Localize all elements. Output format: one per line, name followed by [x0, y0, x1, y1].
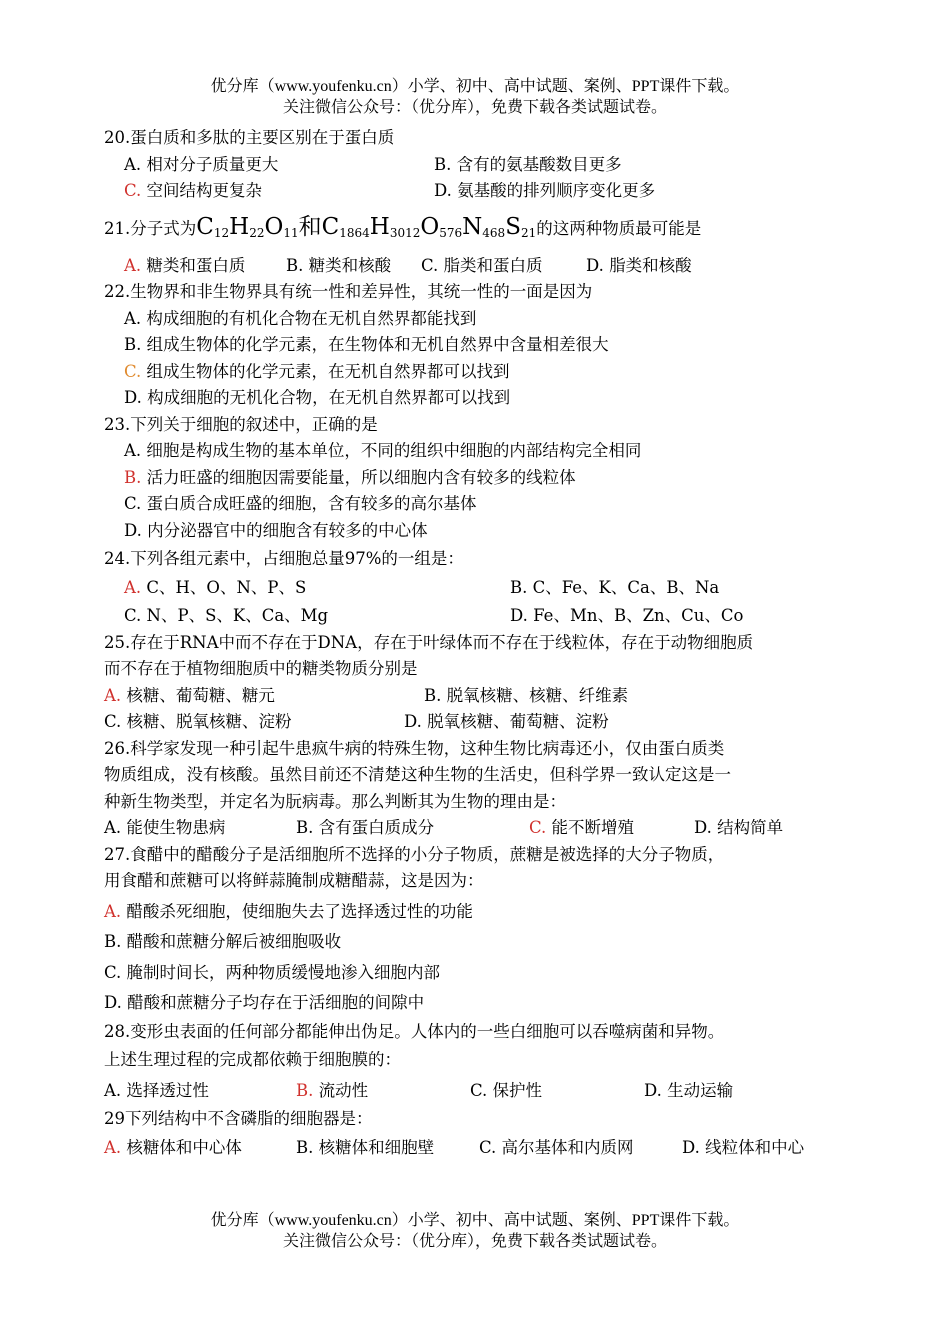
- q26-options: [104, 815, 854, 842]
- q23-stem: 23.下列关于细胞的叙述中，正确的是: [104, 414, 378, 434]
- q28-options: [104, 1078, 854, 1105]
- q28-option-b: [296, 1078, 368, 1105]
- q23-option-b-text: 活力旺盛的细胞因需要能量，所以细胞内含有较多的线粒体: [141, 467, 576, 487]
- q20-options-row2: [104, 178, 854, 205]
- q25-option-a-text: 核糖、葡萄糖、糖元: [121, 685, 275, 705]
- footer-line-1: 优分库（www.youfenku.cn）小学、初中、高中试题、案例、PPT课件下载。: [210, 1212, 740, 1229]
- q20-option-a: A. 相对分子质量更大: [124, 154, 279, 174]
- q20-stem: 20.蛋白质和多肽的主要区别在于蛋白质: [104, 128, 395, 147]
- q21-option-a-text: 糖类和蛋白质: [141, 255, 246, 275]
- q26-stem-line1: 26.科学家发现一种引起牛患疯牛病的特殊生物，这种生物比病毒还小，仅由蛋白质类: [104, 738, 725, 758]
- q21-formula2-c: C: [321, 213, 340, 240]
- q28-option-a: A. 选择透过性: [104, 1080, 209, 1100]
- q27-option-c: C. 腌制时间长，两种物质缓慢地渗入细胞内部: [104, 962, 441, 982]
- q29-option-d: D. 线粒体和中心: [682, 1137, 805, 1157]
- q25-option-d: D. 脱氧核糖、葡萄糖、淀粉: [404, 712, 609, 731]
- q20-option-c-text: 空间结构更复杂: [141, 181, 263, 200]
- q25-options-row1: [104, 683, 854, 710]
- q26-stem-line3: 种新生物类型，并定名为朊病毒。那么判断其为生物的理由是：: [104, 791, 566, 811]
- q21-formula2-s: S: [505, 213, 521, 240]
- q21-stem: [104, 211, 854, 243]
- page-header: [0, 76, 950, 118]
- q21-stem-prefix: 21.分子式为: [104, 218, 197, 238]
- q26-option-b: B. 含有蛋白质成分: [296, 818, 435, 837]
- q20-option-d: D. 氨基酸的排列顺序变化更多: [434, 181, 656, 200]
- q29-options: [104, 1135, 854, 1162]
- q21-formula1-o: O: [264, 213, 284, 240]
- q21-formula1-c: C: [196, 213, 214, 240]
- q24-option-b: B. C、Fe、K、Ca、B、Na: [510, 577, 720, 597]
- q23-option-a: A. 细胞是构成生物的基本单位，不同的组织中细胞的内部结构完全相同: [124, 441, 642, 460]
- q21-formula1-o-count: 11: [283, 225, 299, 240]
- q21-formula1-h-count: 22: [249, 225, 265, 240]
- q21-formula1-h: H: [229, 213, 250, 240]
- q24-options-row1: [104, 575, 854, 602]
- q25-option-b: B. 脱氧核糖、核糖、纤维素: [424, 685, 629, 705]
- q23-option-b: [104, 465, 854, 492]
- q28-option-b-letter: B.: [296, 1080, 314, 1100]
- q21-formula2-h: H: [369, 213, 390, 240]
- q22-option-d: D. 构成细胞的无机化合物，在无机自然界都可以找到: [124, 388, 511, 407]
- q28-option-c: C. 保护性: [470, 1080, 543, 1100]
- q29-stem: 29下列结构中不含磷脂的细胞器是：: [104, 1109, 373, 1128]
- q21-formula2-s-count: 21: [520, 225, 537, 240]
- q26-option-d: D. 结构简单: [694, 818, 784, 837]
- q20-option-b: B. 含有的氨基酸数目更多: [434, 154, 622, 174]
- q21-options: [104, 253, 854, 280]
- q24-option-a-letter: A.: [124, 577, 142, 597]
- q22-stem: 22.生物界和非生物界具有统一性和差异性，其统一性的一面是因为: [104, 282, 593, 301]
- q21-option-d: D. 脂类和核酸: [586, 255, 692, 275]
- q21-stem-suffix: 的这两种物质最可能是: [536, 218, 702, 238]
- q21-formula2-c-count: 1864: [339, 225, 370, 240]
- q28-stem-line2: 上述生理过程的完成都依赖于细胞膜的：: [104, 1050, 401, 1069]
- page-footer: [0, 1210, 950, 1252]
- q24-options-row2: [104, 603, 854, 630]
- q21-option-c: C. 脂类和蛋白质: [421, 255, 543, 275]
- q24-option-c: C. N、P、S、K、Ca、Mg: [124, 606, 329, 625]
- q29-option-b: B. 核糖体和细胞壁: [296, 1137, 435, 1157]
- q25-stem-line1: 25.存在于RNA中而不存在于DNA，存在于叶绿体而不存在于线粒体，存在于动物细胞质: [104, 632, 754, 652]
- q22-option-c-text: 组成生物体的化学元素，在无机自然界都可以找到: [141, 361, 510, 381]
- q21-and: 和: [298, 213, 322, 240]
- q21-formula2-o: O: [420, 213, 440, 240]
- q23-option-b-letter: B.: [124, 467, 142, 487]
- q24-option-d: D. Fe、Mn、B、Zn、Cu、Co: [510, 606, 744, 625]
- q20-option-c-letter: C.: [124, 181, 142, 200]
- q25-option-c: C. 核糖、脱氧核糖、淀粉: [104, 712, 292, 731]
- q28-option-d: D. 生动运输: [644, 1080, 734, 1100]
- q21-formula1-c-count: 12: [213, 225, 230, 240]
- q21-formula2-n: N: [462, 213, 483, 240]
- q22-option-b: B. 组成生物体的化学元素，在生物体和无机自然界中含量相差很大: [124, 335, 609, 354]
- q22-option-a: A. 构成细胞的有机化合物在无机自然界都能找到: [124, 308, 477, 328]
- q26-stem-line2: 物质组成，没有核酸。虽然目前还不清楚这种生物的生活史，但科学界一致认定这是一: [104, 765, 731, 784]
- q25-stem-line2: 而不存在于植物细胞质中的糖类物质分别是: [104, 659, 418, 678]
- q27-option-a-text: 醋酸杀死细胞，使细胞失去了选择透过性的功能: [121, 901, 473, 921]
- q21-option-a-letter: A.: [124, 255, 142, 275]
- q24-option-a-text: C、H、O、N、P、S: [141, 577, 307, 597]
- question-list: [104, 125, 854, 1161]
- header-line-1: 优分库（www.youfenku.cn）小学、初中、高中试题、案例、PPT课件下载。: [210, 78, 740, 95]
- q29-option-a-letter: A.: [104, 1137, 122, 1157]
- q21-option-b: B. 糖类和核酸: [286, 255, 392, 275]
- q26-option-a: A. 能使生物患病: [104, 818, 226, 837]
- q26-option-c-letter: C.: [529, 818, 547, 837]
- q29-option-a-text: 核糖体和中心体: [121, 1137, 242, 1157]
- q24-stem: 24.下列各组元素中，占细胞总量97%的一组是：: [104, 549, 464, 568]
- q28-stem-line1: 28.变形虫表面的任何部分都能伸出伪足。人体内的一些白细胞可以吞噬病菌和异物。: [104, 1021, 725, 1041]
- q21-formula2-n-count: 468: [482, 225, 506, 240]
- q21-formula2-h-count: 3012: [389, 225, 421, 240]
- q27-option-b: B. 醋酸和蔗糖分解后被细胞吸收: [104, 932, 342, 951]
- q22-option-c: [104, 359, 854, 386]
- q20-options-row1: [104, 152, 854, 179]
- q28-option-b-text: 流动性: [313, 1080, 369, 1100]
- q22-option-c-letter: C.: [124, 361, 142, 381]
- q25-option-a-letter: A.: [104, 685, 122, 705]
- q25-options-row2: [104, 709, 854, 736]
- q26-option-c-text: 能不断增殖: [546, 818, 635, 837]
- q27-stem-line1: 27.食醋中的醋酸分子是活细胞所不选择的小分子物质，蔗糖是被选择的大分子物质，: [104, 844, 725, 864]
- q27-stem-line2: 用食醋和蔗糖可以将鲜蒜腌制成糖醋蒜，这是因为：: [104, 871, 484, 890]
- footer-line-2: 关注微信公众号：（优分库），免费下载各类试题试卷。: [282, 1233, 667, 1250]
- q27-option-d: D. 醋酸和蔗糖分子均存在于活细胞的间隙中: [104, 993, 425, 1012]
- q23-option-c: C. 蛋白质合成旺盛的细胞，含有较多的高尔基体: [124, 494, 477, 513]
- q27-option-a-letter: A.: [104, 901, 122, 921]
- q21-formula2-o-count: 576: [439, 225, 463, 240]
- header-line-2: 关注微信公众号：（优分库），免费下载各类试题试卷。: [282, 99, 667, 116]
- q27-option-a: [104, 899, 854, 926]
- q23-option-d: D. 内分泌器官中的细胞含有较多的中心体: [124, 520, 428, 540]
- q26-option-c: [529, 815, 634, 842]
- q29-option-c: C. 高尔基体和内质网: [479, 1137, 634, 1157]
